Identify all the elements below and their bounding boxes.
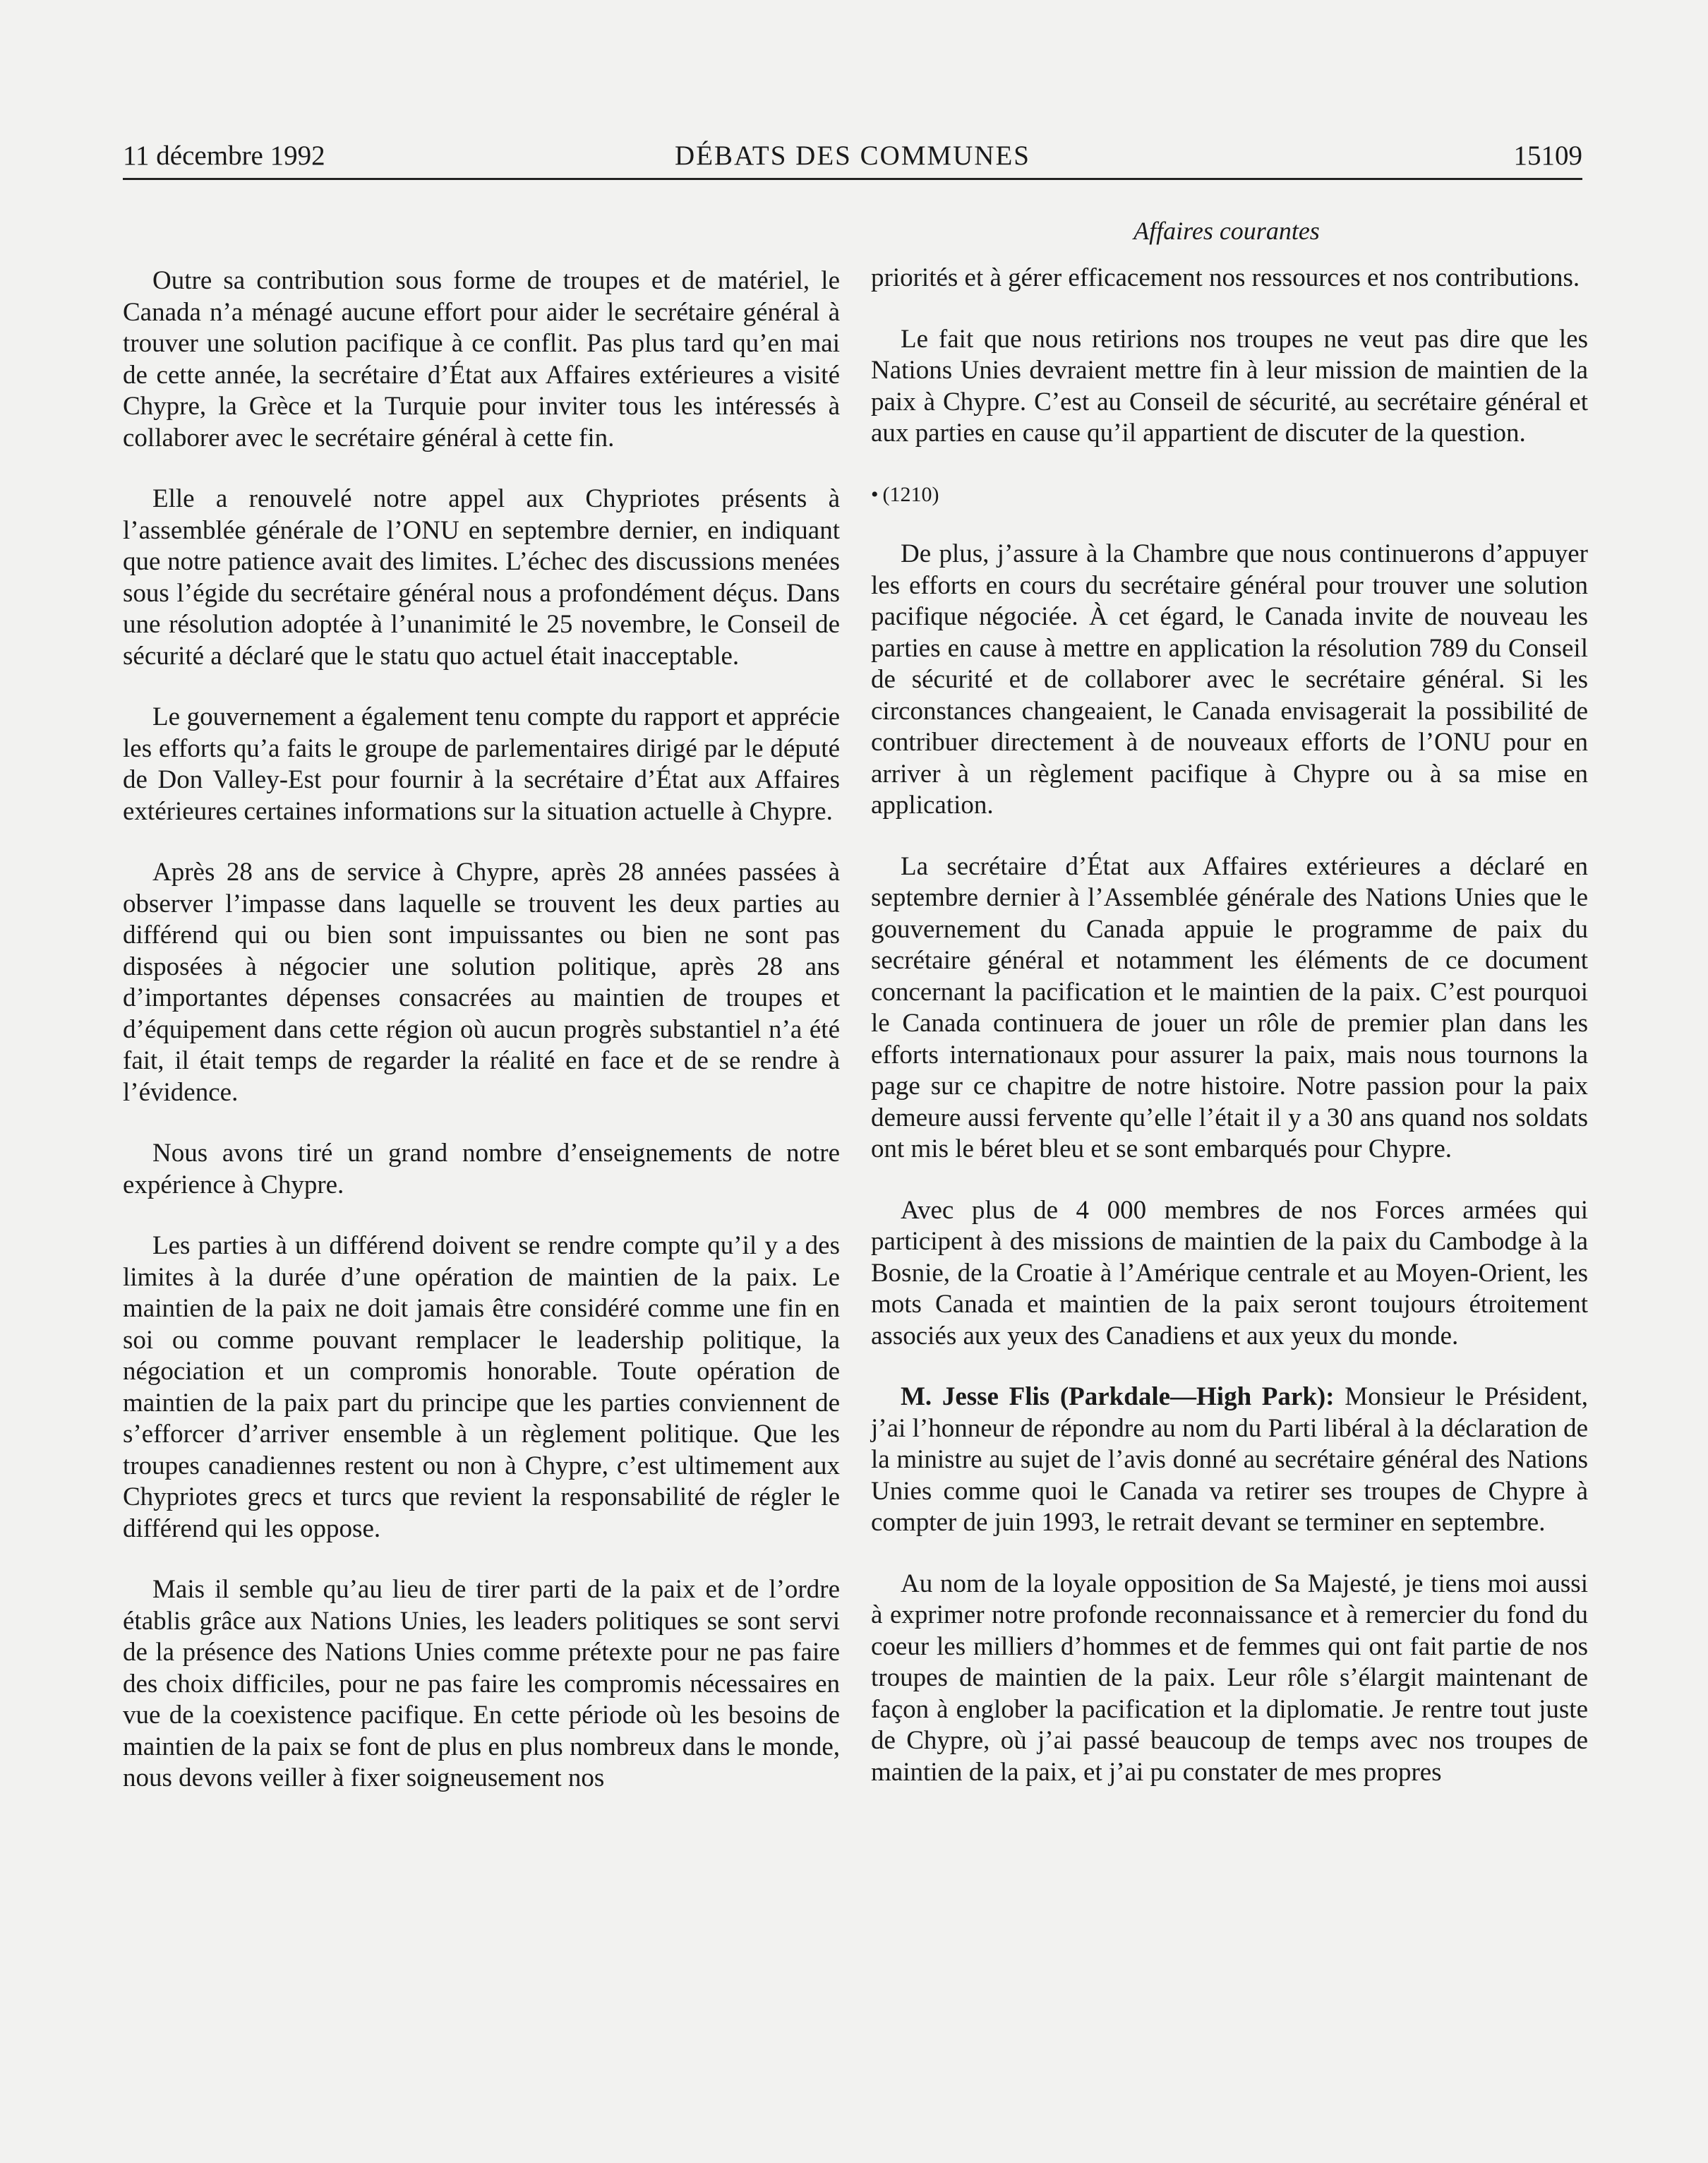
bullet-icon: • <box>871 482 879 506</box>
paragraph: Mais il semble qu’au lieu de tirer parti de la paix et de l’ordre établis grâce aux Nations Unies, les leaders politiques se sont servi de la présence des Nations Unies comme prétexte pour ne pas faire des choix difficiles, pour ne pas faire les compromis nécessaires en vue de la coexistence pacifique. En cette période où les besoins de maintien de la paix se font de plus en plus nombreux dans le monde, nous devons veiller à fixer soigneusement nos <box>123 1575 840 1792</box>
left-column <box>123 265 840 1824</box>
paragraph: priorités et à gérer efficacement nos ressources et nos contributions. <box>871 263 1580 292</box>
paragraph: Nous avons tiré un grand nombre d’enseignements de notre expérience à Chypre. <box>123 1139 840 1199</box>
paragraph: Les parties à un différend doivent se rendre compte qu’il y a des limites à la durée d’une opération de maintien de la paix. Le maintien de la paix ne doit jamais être considéré comme une fin en soi ou comme pouvant remplacer le leadership politique, la négociation et un compromis honorable. Toute opération de maintien de la paix part du principe que les parties conviennent de s’efforcer d’arriver ensemble à un règlement politique. Que les troupes canadiennes restent ou non à Chypre, c’est ultimement aux Chypriotes grecs et turcs que revient la responsabilité de régler le différend qui les oppose. <box>123 1231 840 1543</box>
paragraph: Le gouvernement a également tenu compte du rapport et apprécie les efforts qu’a faits le groupe de parlementaires dirigé par le député de Don Valley-Est pour fournir à la secrétaire d’État aux Affaires extérieures certaines informations sur la situation actuelle à Chypre. <box>123 702 840 826</box>
header-title: DÉBATS DES COMMUNES <box>675 140 1030 171</box>
paragraph: De plus, j’assure à la Chambre que nous continuerons d’appuyer les efforts en cours du secrétaire général pour trouver une solution pacifique négociée. À cet égard, le Canada invite de nouveau les parties en cause à mettre en application la résolution 789 du Conseil de sécurité et de collaborer avec le secrétaire général. Si les circonstances changeaient, le Canada envisagerait la possibilité de contribuer directement à de nouveaux efforts de l’ONU pour en arriver à un règlement pacifique à Chypre ou à sa mise en application. <box>871 539 1588 820</box>
paragraph: Elle a renouvelé notre appel aux Chypriotes présents à l’assemblée générale de l’ONU en septembre dernier, en indiquant que notre patience avait des limites. L’échec des discussions menées sous l’égide du secrétaire général nous a profondément déçus. Dans une résolution adoptée à l’unanimité le 25 novembre, le Conseil de sécurité a déclaré que le statu quo actuel était inacceptable. <box>123 484 840 671</box>
page-header <box>123 138 1582 181</box>
paragraph: Au nom de la loyale opposition de Sa Majesté, je tiens moi aussi à exprimer notre profonde reconnaissance et à remercier du fond du coeur les milliers d’hommes et de femmes qui ont fait partie de nos troupes de maintien de la paix. Leur rôle s’élargit maintenant de façon à englober la pacification et la diplomatie. Je rentre tout juste de Chypre, où j’ai passé beaucoup de temps avec nos troupes de maintien de la paix, et j’ai pu constater de mes propres <box>871 1569 1588 1787</box>
paragraph: Le fait que nous retirions nos troupes ne veut pas dire que les Nations Unies devraient mettre fin à leur mission de maintien de la paix à Chypre. C’est au Conseil de sécurité, au secrétaire général et aux parties en cause qu’il appartient de discuter de la question. <box>871 324 1588 448</box>
right-column <box>871 263 1588 1818</box>
paragraph: La secrétaire d’État aux Affaires extérieures a déclaré en septembre dernier à l’Assemblée générale des Nations Unies que le gouvernement du Canada appuie le programme de paix du secrétaire général et notamment les éléments de ce document concernant la pacification et le maintien de la paix. C’est pourquoi le Canada continuera de jouer un rôle de premier plan dans les efforts internationaux pour assurer la paix, mais nous tournons la page sur ce chapitre de notre histoire. Notre passion pour la paix demeure aussi fervente qu’elle l’était il y a 30 ans quand nos soldats ont mis le béret bleu et se sont embarqués pour Chypre. <box>871 851 1588 1163</box>
speaker-name: M. Jesse Flis (Parkdale—High Park): <box>901 1382 1335 1411</box>
header-date: 11 décembre 1992 <box>123 140 325 171</box>
speech-text: Monsieur le Président, j’ai l’honneur de répondre au nom du Parti libéral à la déclaration de la ministre au sujet de l’avis donné au secrétaire général des Nations Unies comme quoi le Canada va retirer ses troupes de Chypre à compter de juin 1993, le retrait devant se terminer en septembre. <box>871 1382 1588 1537</box>
paragraph: Outre sa contribution sous forme de troupes et de matériel, le Canada n’a ménagé aucune effort pour aider le secrétaire général à trouver une solution pacifique à ce conflit. Pas plus tard qu’en mai de cette année, la secrétaire d’État aux Affaires extérieures a visité Chypre, la Grèce et la Turquie pour inviter tous les intéressés à collaborer avec le secrétaire général à cette fin. <box>123 266 840 453</box>
section-heading: Affaires courantes <box>1133 217 1320 245</box>
speech-paragraph <box>871 1382 1588 1539</box>
time-stamp: (1210) <box>882 482 939 506</box>
paragraph: Avec plus de 4 000 membres de nos Forces armées qui participent à des missions de maintien de la paix du Cambodge à la Bosnie, de la Croatie à l’Amérique centrale et au Moyen-Orient, les mots Canada et maintien de la paix seront toujours étroitement associés aux yeux des Canadiens et aux yeux du monde. <box>871 1195 1588 1350</box>
paragraph: Après 28 ans de service à Chypre, après 28 années passées à observer l’impasse dans laquelle se trouvent les deux parties au différend qui ou bien sont impuissantes ou bien ne sont pas disposées à négocier une solution politique, après 28 ans d’importantes dépenses consacrées au maintien de troupes et d’équipement dans cette région où aucun progrès substantiel n’a été fait, il était temps de regarder la réalité en face et de se rendre à l’évidence. <box>123 858 840 1107</box>
page-number: 15109 <box>1513 140 1582 171</box>
time-marker <box>871 479 1588 511</box>
header-rule <box>123 178 1582 180</box>
